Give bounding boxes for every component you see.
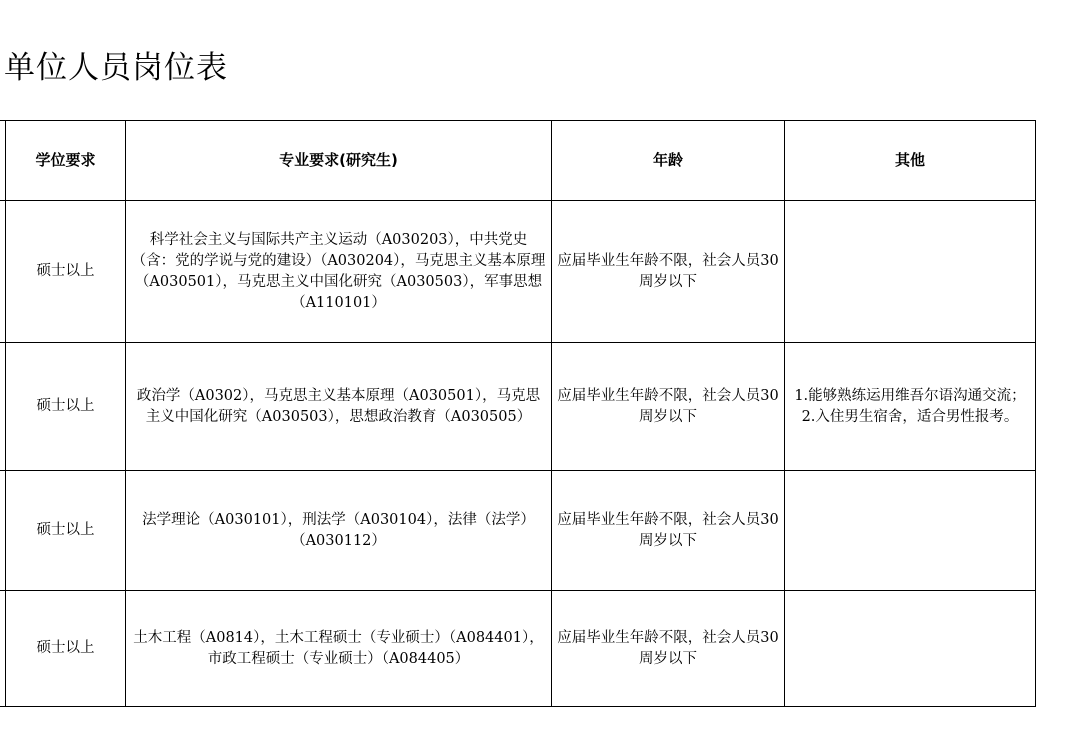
cell-age: 应届毕业生年龄不限，社会人员30周岁以下 xyxy=(552,343,785,471)
cell-age: 应届毕业生年龄不限，社会人员30周岁以下 xyxy=(552,471,785,591)
cell-other: 1.能够熟练运用维吾尔语沟通交流；2.入住男生宿舍，适合男性报考。 xyxy=(785,343,1036,471)
cell-age: 应届毕业生年龄不限，社会人员30周岁以下 xyxy=(552,201,785,343)
cell-major: 科学社会主义与国际共产主义运动（A030203），中共党史（含：党的学说与党的建设）（A030204），马克思主义基本原理（A030501），马克思主义中国化研究（A030503），军事思想（A110101） xyxy=(126,201,552,343)
cell-degree: 硕士以上 xyxy=(6,591,126,707)
header-major: 专业要求(研究生) xyxy=(126,121,552,201)
table-row xyxy=(0,343,1036,471)
cell-degree: 硕士以上 xyxy=(6,471,126,591)
cell-major: 政治学（A0302），马克思主义基本原理（A030501），马克思主义中国化研究（A030503），思想政治教育（A030505） xyxy=(126,343,552,471)
header-other: 其他 xyxy=(785,121,1036,201)
header-age: 年龄 xyxy=(552,121,785,201)
position-table xyxy=(0,120,1036,707)
table-title: 单位人员岗位表 xyxy=(4,50,228,86)
table-header-row xyxy=(0,121,1036,201)
header-degree: 学位要求 xyxy=(6,121,126,201)
table-row xyxy=(0,471,1036,591)
cell-other xyxy=(785,591,1036,707)
cell-age: 应届毕业生年龄不限，社会人员30周岁以下 xyxy=(552,591,785,707)
cell-other xyxy=(785,201,1036,343)
cell-major: 土木工程（A0814），土木工程硕士（专业硕士）（A084401），市政工程硕士（专业硕士）（A084405） xyxy=(126,591,552,707)
cell-degree: 硕士以上 xyxy=(6,343,126,471)
table-row xyxy=(0,591,1036,707)
cell-other xyxy=(785,471,1036,591)
cell-major: 法学理论（A030101），刑法学（A030104），法律（法学）（A030112） xyxy=(126,471,552,591)
table-row xyxy=(0,201,1036,343)
cell-degree: 硕士以上 xyxy=(6,201,126,343)
